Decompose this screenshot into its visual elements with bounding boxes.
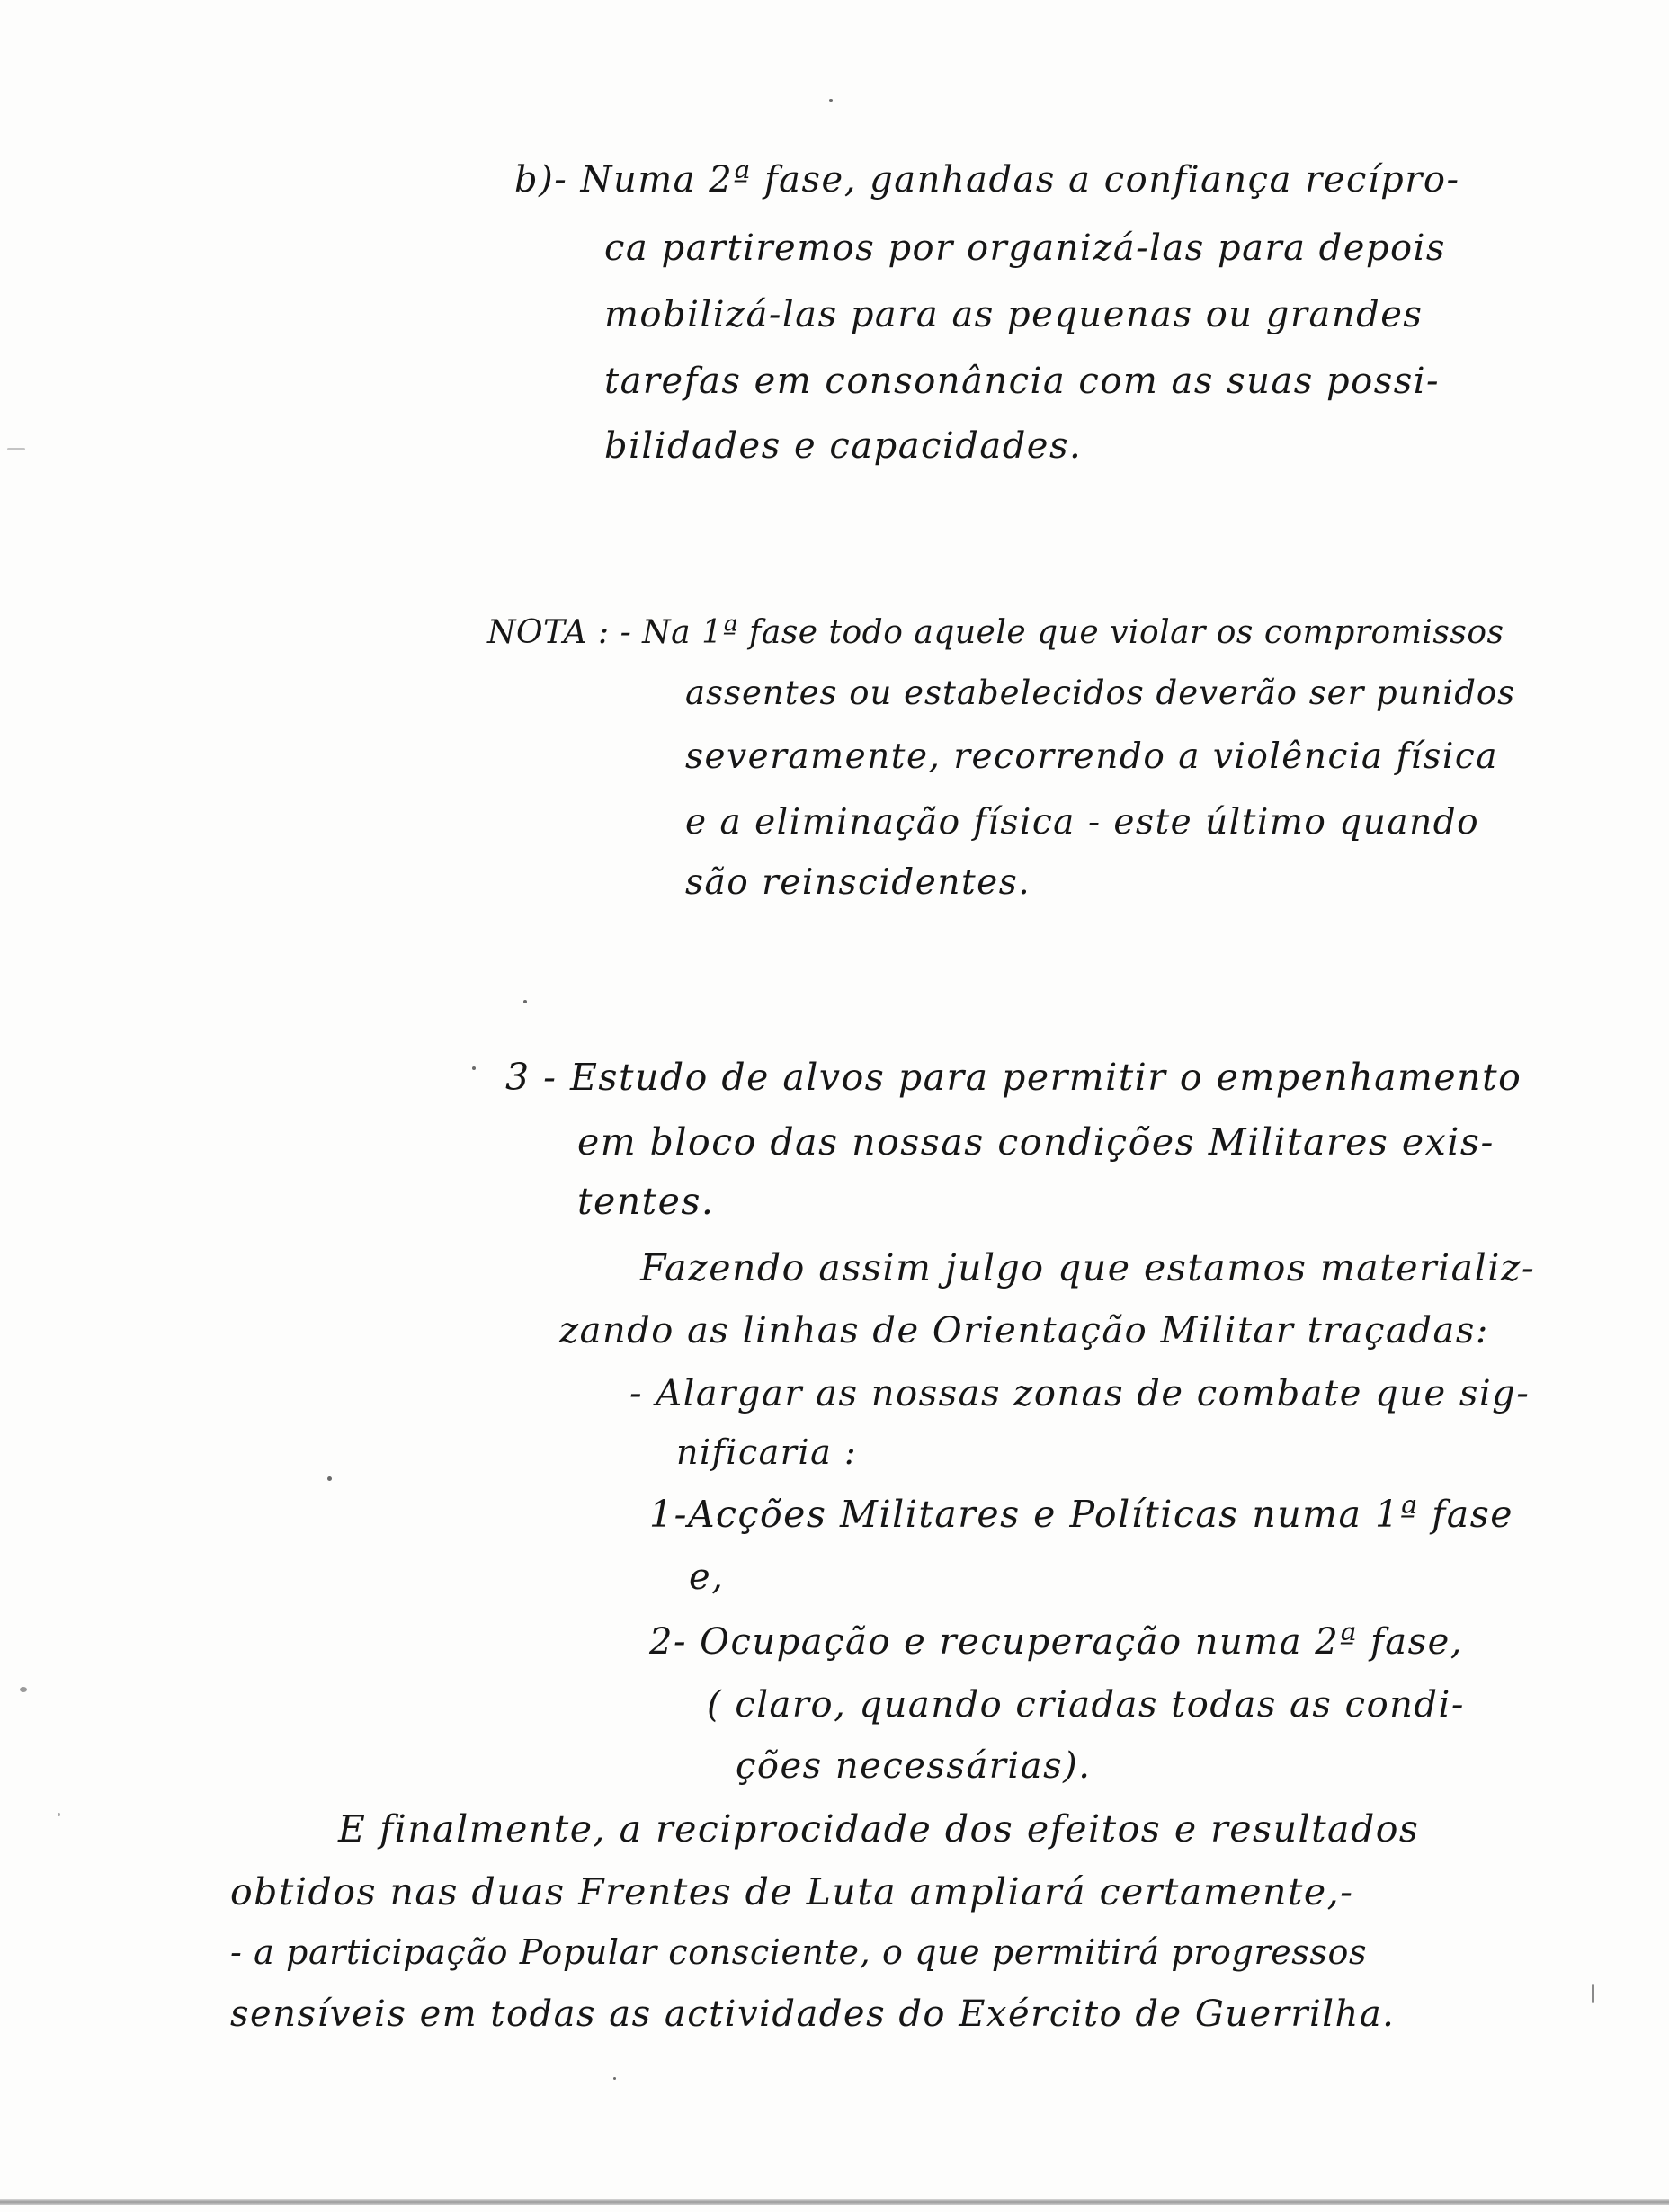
nota-line-1: NOTA : - Na 1ª fase todo aquele que violar os compromissos <box>487 614 1504 651</box>
nota-line-3: severamente, recorrendo a violência física <box>685 736 1498 777</box>
section-b-line-4: tarefas em consonância com as suas possi- <box>604 361 1441 402</box>
subitem-line-1: 1-Acções Militares e Políticas numa 1ª fase <box>649 1493 1514 1536</box>
section-b-line-3: mobilizá-las para as pequenas ou grandes <box>604 294 1424 335</box>
subitem-line-2: e, <box>689 1556 725 1598</box>
conclusion-line-1: E finalmente, a reciprocidade dos efeitos e resultados <box>338 1807 1420 1851</box>
item-3-line-3: tentes. <box>577 1180 715 1223</box>
nota-line-5: são reinscidentes. <box>685 862 1031 903</box>
section-b-line-5: bilidades e capacidades. <box>604 425 1083 467</box>
scan-speck <box>472 1066 476 1070</box>
scan-speck <box>7 448 25 450</box>
fazendo-line-2: zando as linhas de Orientação Militar traçadas: <box>559 1310 1489 1351</box>
fazendo-line-1: Fazendo assim julgo que estamos materializ- <box>640 1246 1536 1289</box>
item-3-line-1: 3 - Estudo de alvos para permitir o empenhamento <box>505 1056 1522 1099</box>
nota-line-2: assentes ou estabelecidos deverão ser punidos <box>685 673 1516 712</box>
alargar-line-2: nificaria : <box>676 1432 858 1472</box>
scan-speck <box>523 1000 527 1003</box>
item-3-line-2: em bloco das nossas condições Militares exis- <box>577 1120 1495 1164</box>
subitem-line-5: ções necessárias). <box>736 1745 1092 1787</box>
subitem-line-4: ( claro, quando criadas todas as condi- <box>707 1684 1465 1726</box>
subitem-line-3: 2- Ocupação e recuperação numa 2ª fase, <box>649 1621 1464 1663</box>
nota-line-4: e a eliminação física - este último quando <box>685 802 1480 843</box>
conclusion-line-3: - a participação Popular consciente, o que permitirá progressos <box>230 1932 1368 1972</box>
alargar-line-1: - Alargar as nossas zonas de combate que sig- <box>629 1373 1531 1414</box>
scan-speck <box>613 2077 616 2080</box>
scan-speck <box>327 1476 332 1481</box>
conclusion-line-4: sensíveis em todas as actividades do Exército de Guerrilha. <box>230 1993 1396 2035</box>
scan-speck <box>20 1687 27 1692</box>
scan-speck <box>1592 1984 1594 2003</box>
section-b-line-2: ca partiremos por organizá-las para depois <box>604 227 1446 269</box>
section-b-line-1: b)- Numa 2ª fase, ganhadas a confiança recípro- <box>514 159 1460 201</box>
conclusion-line-2: obtidos nas duas Frentes de Luta ampliará certamente,- <box>230 1870 1354 1913</box>
scan-speck <box>829 99 833 102</box>
scan-bottom-edge <box>0 2199 1669 2205</box>
scan-speck <box>58 1813 60 1816</box>
